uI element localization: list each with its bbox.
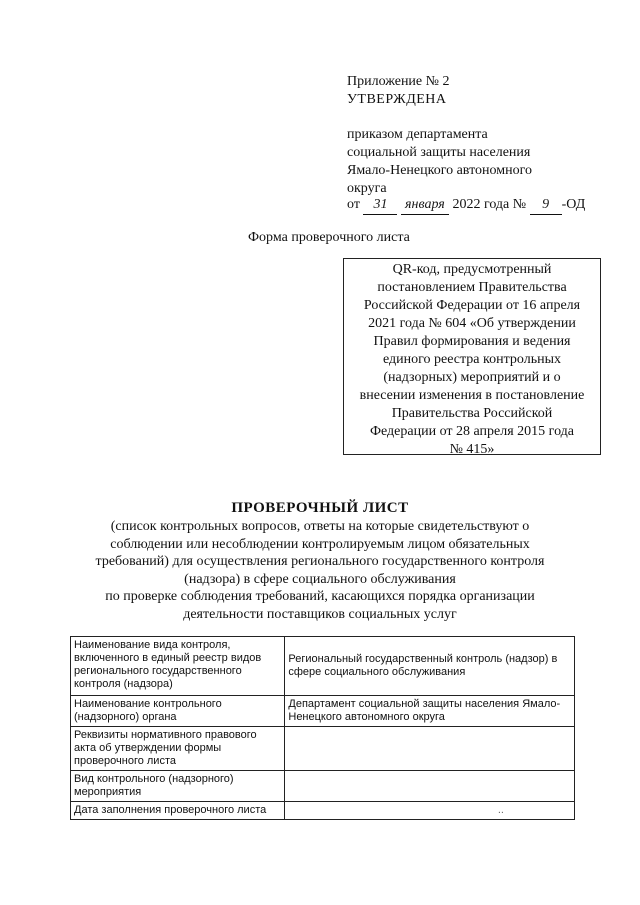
subtitle-line: требований) для осуществления регионального государственного контроля [95,554,545,569]
order-date-number [347,196,607,215]
table-row [71,727,575,771]
row-value [285,727,575,771]
qr-note-line: внесении изменения в постановление [359,388,585,403]
subtitle-line: (список контрольных вопросов, ответы на которые свидетельствуют о [110,519,530,534]
subtitle-line: по проверке соблюдения требований, касающихся порядка организации [105,589,535,604]
row-label: Наименование контрольного (надзорного) органа [71,696,285,727]
row-value: .. [285,802,575,820]
info-table [70,636,575,820]
table-row [71,771,575,802]
row-label: Реквизиты нормативного правового акта об утверждении формы проверочного листа [71,727,285,771]
order-line: Ямало-Ненецкого автономного [347,163,532,178]
row-label: Вид контрольного (надзорного) мероприятия [71,771,285,802]
qr-note-line: 2021 года № 604 «Об утверждении [368,316,576,331]
row-value: Департамент социальной защиты населения Ямало-Ненецкого автономного округа [285,696,575,727]
row-value [285,771,575,802]
row-label: Дата заполнения проверочного листа [71,802,285,820]
form-title: Форма проверочного листа [248,230,410,245]
row-value: Региональный государственный контроль (надзор) в сфере социального обслуживания [285,637,575,696]
subtitle-line: соблюдении или несоблюдении контролируемым лицом обязательных [110,536,530,552]
table-row [71,696,575,727]
order-number: 9 [530,196,562,215]
order-month: января [401,196,449,215]
qr-note-line: постановлением Правительства [377,280,567,295]
appendix-number: Приложение № 2 [347,74,450,89]
table-row [71,802,575,820]
qr-note-line: Федерации от 28 апреля 2015 года [369,424,575,439]
qr-note-line: единого реестра контрольных [383,352,561,367]
order-line: социальной защиты населения [347,145,531,160]
subtitle-line: (надзора) в сфере социального обслуживания [184,571,456,587]
order-line: приказом департамента [347,127,488,142]
qr-note-line: Правил формирования и ведения [373,334,571,349]
order-year-text: 2022 года № [452,197,527,212]
order-reference [347,126,607,198]
approved-label: УТВЕРЖДЕНА [347,92,447,107]
page-title: ПРОВЕРОЧНЫЙ ЛИСТ [231,500,409,516]
order-line: округа [347,181,387,196]
subtitle-line: деятельности поставщиков социальных услуг [183,606,457,622]
qr-note-line: № 415» [449,442,495,457]
order-from: от [347,197,360,212]
qr-note-line: (надзорных) мероприятий и о [383,370,561,385]
table-row [71,637,575,696]
qr-note-line: Российской Федерации от 16 апреля [363,298,581,313]
order-day: 31 [363,196,397,215]
qr-note-line: QR-код, предусмотренный [392,262,552,277]
qr-note-line: Правительства Российской [391,406,553,421]
order-suffix: -ОД [561,197,586,212]
qr-code-placeholder [343,258,601,455]
subtitle [70,518,570,623]
row-label: Наименование вида контроля, включенного в единый реестр видов регионального государственного контроля (надзора) [71,637,285,696]
